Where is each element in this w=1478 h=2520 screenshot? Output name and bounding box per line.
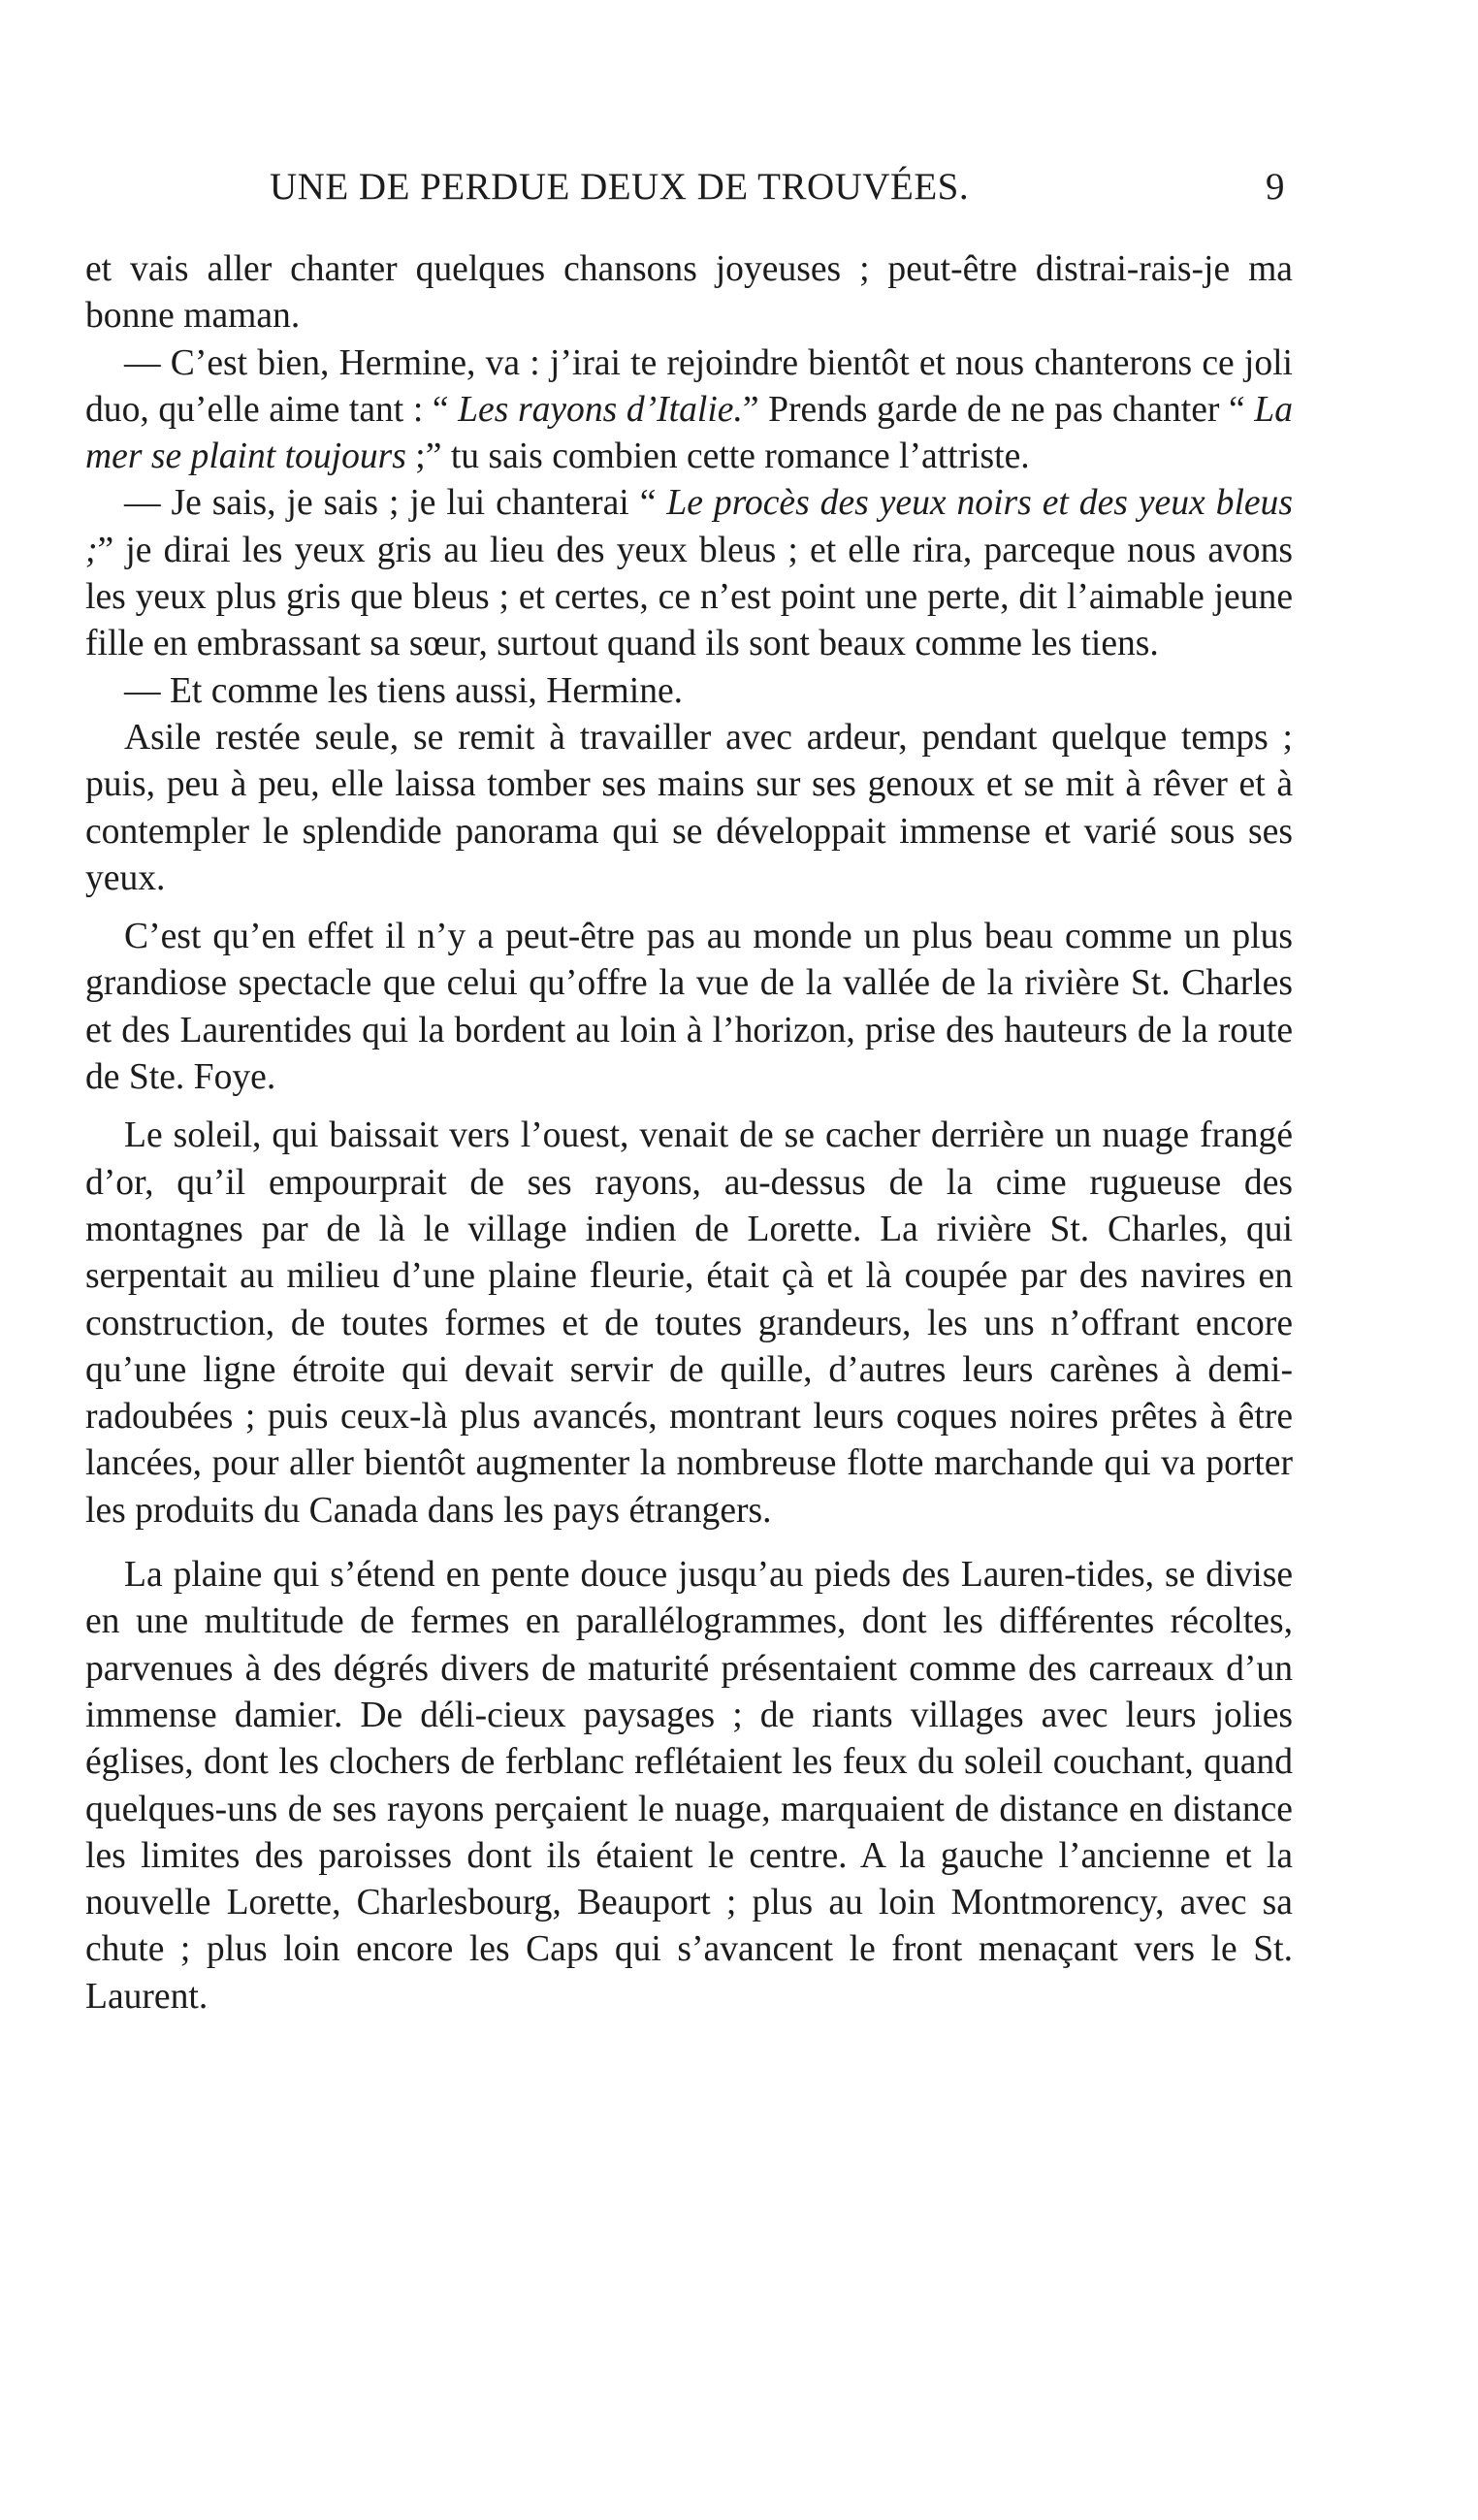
paragraph-text: Le soleil, qui baissait vers l’ouest, venait de se cacher derrière un nuage frangé d’or, qu’il empourprait de ses rayons, au-dessus de la cime rugueuse des montagnes par de là le village indien de Lorette. La rivière St. Charles, qui serpentait au milieu d’une plaine fleurie, était çà et là coupée par des navires en construction, de toutes formes et de toutes grandeurs, les uns n’offrant encore qu’une ligne étroite qui devait servir de quille, d’autres leurs carènes à demi-radoubées ; puis ceux-là plus avancés, montrant leurs coques noires prêtes à être lancées, pour aller bientôt augmenter la nombreuse flotte marchande qui va porter les produits du Canada dans les pays étrangers. [85, 1115, 1293, 1531]
paragraph-5 [85, 715, 1293, 902]
paragraph-text: — Et comme les tiens aussi, Hermine. [124, 670, 684, 711]
paragraph-7 [85, 1113, 1293, 1535]
song-title-italic: Le procès des yeux noirs et des yeux bleus ; [85, 483, 1293, 570]
paragraph-text: ;” tu sais combien cette romance l’attriste. [405, 436, 1030, 477]
book-page [85, 165, 1293, 2020]
paragraph-text: et vais aller chanter quelques chansons joyeuses ; peut-être distrai-rais-je ma bonne maman. [85, 249, 1293, 337]
paragraph-text: ” je dirai les yeux gris au lieu des yeux bleus ; et elle rira, parceque nous avons les yeux plus gris que bleus ; et certes, ce n’est point une perte, dit l’aimable jeune fille en embrassant sa sœur, surtout quand ils sont beaux comme les tiens. [85, 530, 1293, 664]
paragraph-text: La plaine qui s’étend en pente douce jusqu’au pieds des Lauren-tides, se divise en une multitude de fermes en parallélogrammes, dont les différentes récoltes, parvenues à des dégrés divers de maturité présentaient comme des carreaux d’un immense damier. De déli-cieux paysages ; de riants villages avec leurs jolies églises, dont les clochers de ferblanc reflétaient les feux du soleil couchant, quand quelques-uns de ses rayons perçaient le nuage, marquaient de distance en distance les limites des paroisses dont ils étaient le centre. A la gauche l’ancienne et la nouvelle Lorette, Charlesbourg, Beauport ; plus au loin Montmorency, avec sa chute ; plus loin encore les Caps qui s’avancent le front menaçant vers le St. Laurent. [85, 1555, 1293, 2017]
paragraph-4 [85, 668, 1293, 715]
running-header [85, 165, 1293, 221]
paragraph-2 [85, 340, 1293, 481]
body-text [85, 246, 1293, 2020]
paragraph-text: Asile restée seule, se remit à travailler avec ardeur, pendant quelque temps ; puis, peu à peu, elle laissa tomber ses mains sur ses genoux et se mit à rêver et à contempler le splendide panorama qui se développait immense et varié sous ses yeux. [85, 717, 1293, 898]
paragraph-8 [85, 1552, 1293, 2020]
paragraph-text: — C’est bien, Hermine, va : j’irai te rejoindre bientôt et nous chanterons ce joli duo, qu’elle aime tant : “ [85, 342, 1293, 430]
paragraph-text: ” Prends garde de ne pas chanter “ [742, 389, 1255, 430]
paragraph-1 [85, 246, 1293, 340]
running-title: UNE DE PERDUE DEUX DE TROUVÉES. [270, 166, 970, 208]
paragraph-text: — Je sais, je sais ; je lui chanterai “ [124, 483, 667, 524]
song-title-italic: Les rayons d’Italie. [458, 389, 743, 430]
paragraph-6 [85, 914, 1293, 1101]
paragraph-3 [85, 480, 1293, 667]
page-number: 9 [1266, 166, 1285, 208]
song-title-italic: La mer se plaint toujours [85, 389, 1293, 477]
paragraph-text: C’est qu’en effet il n’y a peut-être pas au monde un plus beau comme un plus grandiose spectacle que celui qu’offre la vue de la vallée de la rivière St. Charles et des Laurentides qui la bordent au loin à l’horizon, prise des hauteurs de la route de Ste. Foye. [85, 917, 1293, 1098]
